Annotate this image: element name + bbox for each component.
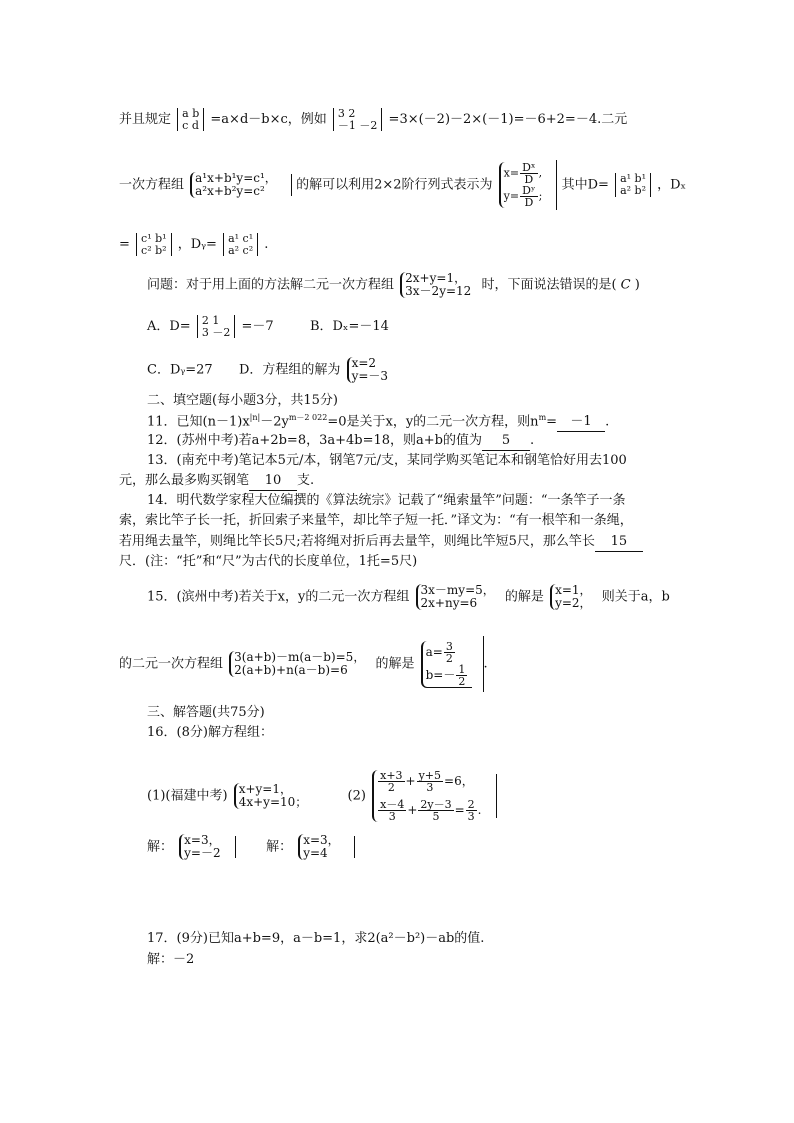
system-row: 3x－2y=12 xyxy=(405,284,472,299)
solution-label: 解： xyxy=(266,839,293,855)
system-row: x=3， xyxy=(303,833,340,847)
system-row: x=1， xyxy=(555,583,592,597)
determinant-solution xyxy=(499,162,547,208)
denominator: 2 xyxy=(387,781,395,794)
option-a: A．D= xyxy=(147,319,191,335)
det-row: a b xyxy=(182,107,200,120)
equation-system-fractions xyxy=(372,770,485,822)
det-row: a² c² xyxy=(228,243,254,257)
q14-text: 若用绳去量竿，则绳比竿长5尺;若将绳对折后再去量竿，则绳比竿短5尺，那么竿长 xyxy=(119,534,595,549)
det-row: －1 －2 xyxy=(337,118,378,132)
q16-part-1-label: (1)(福建中考) xyxy=(147,788,228,804)
q11-sup: m xyxy=(538,413,547,422)
det-row: c d xyxy=(182,118,199,132)
intro-line-3 xyxy=(119,233,268,256)
q12-answer: 5 xyxy=(482,433,530,451)
question-13-line-1: 13．(南充中考)笔记本5元/本，钢笔7元/支，某同学购买笔记本和钢笔恰好用去100 xyxy=(147,453,627,468)
det-row: a² b² xyxy=(620,184,646,197)
fraction xyxy=(456,664,467,687)
plus-sign: + xyxy=(407,803,418,817)
question-text: 时，下面说法错误的是( xyxy=(481,277,617,293)
equation-system xyxy=(416,584,499,610)
q13-text: 支. xyxy=(297,473,315,488)
intro-text: ，Dᵧ= xyxy=(177,237,217,253)
equation-system-generic xyxy=(190,172,281,198)
q11-text: =0是关于x，y的二元一次方程，则n xyxy=(327,414,539,430)
q11-text: = xyxy=(546,414,558,430)
q15-answer xyxy=(421,641,473,688)
option-d: D．方程组的解为 xyxy=(238,362,341,378)
question-14-line-1: 14．明代数学家程大位编撰的《算法统宗》记载了“绳索量竿”问题：“一条竿子一条 xyxy=(147,493,626,508)
equation-system xyxy=(347,357,392,383)
system-close-bar xyxy=(235,836,236,858)
question-17-solution: 解：－2 xyxy=(147,952,195,967)
system-row: a²x+b²y=c² xyxy=(195,184,265,198)
denominator: 5 xyxy=(432,810,440,823)
system-row: 2x+ny=6 xyxy=(420,596,478,611)
system-row: y= $\frac{\text{Dʸ}}{D}$ ; xyxy=(503,184,543,209)
solution-system xyxy=(550,584,595,610)
denominator: 3 xyxy=(426,781,434,794)
fraction xyxy=(466,799,477,822)
question-14-line-2: 索，索比竿子长一托，折回索子来量竿，却比竿子短一托．”译文为：“有一根竿和一条绳， xyxy=(119,513,633,528)
system-close-bar xyxy=(496,774,497,818)
numerator: x－4 xyxy=(380,798,405,811)
system-row xyxy=(377,770,481,793)
fraction xyxy=(378,770,404,793)
determinant-option-a xyxy=(197,315,236,338)
intro-text: = xyxy=(119,237,130,253)
question-14-line-4: 尺．(注：“托”和“尺”为古代的长度单位，1托=5尺) xyxy=(119,554,418,569)
fraction xyxy=(418,799,453,822)
q11-text: －2y xyxy=(260,414,289,430)
equals-sign: = xyxy=(454,803,465,817)
system-close-bar xyxy=(556,160,557,210)
system-row: 3x－my=5， xyxy=(420,583,495,597)
q11-answer: －1 xyxy=(557,414,605,432)
system-row: 2x+y=1， xyxy=(405,271,467,285)
system-close-bar xyxy=(354,836,355,858)
option-a-value: =－7 xyxy=(241,319,274,335)
det-row: 3 －2 xyxy=(201,325,231,339)
equation-system xyxy=(400,272,475,298)
q16-part-2-label: (2) xyxy=(347,788,366,804)
fraction xyxy=(444,641,455,664)
sol-label: x= xyxy=(503,166,520,180)
ans-label: a= xyxy=(425,644,443,659)
intro-text: 的解可以利用2×2阶行列式表示为 xyxy=(296,177,493,193)
det-row: 3 2 xyxy=(337,107,356,120)
denominator: 2 xyxy=(458,674,466,688)
numerator: Dˣ xyxy=(522,161,536,174)
question-15-line-2 xyxy=(119,636,488,692)
q15-text: 15．(滨州中考)若关于x，y的二元一次方程组 xyxy=(147,589,410,605)
q15-text: 的二元一次方程组 xyxy=(119,656,224,672)
question-16-parts xyxy=(147,770,497,822)
numerator: 2 xyxy=(467,798,475,811)
denominator: 3 xyxy=(467,810,475,823)
solution-label: 解： xyxy=(147,839,174,855)
det-row: c² b² xyxy=(141,243,167,257)
system-row: 2(a+b)+n(a－b)=6 xyxy=(234,663,348,677)
system-row: x= $\frac{\text{Dˣ}}{D}$ , xyxy=(503,161,543,186)
q15-text: 的解是 xyxy=(504,589,544,605)
option-c: C．Dᵧ=27 xyxy=(147,362,213,378)
section-3-heading: 三、解答题(共75分) xyxy=(147,705,265,720)
sol-label: y= xyxy=(503,189,520,203)
q15-text: . xyxy=(483,656,488,672)
section-2-heading: 二、填空题(每小题3分，共15分) xyxy=(147,393,338,408)
system-close-bar xyxy=(291,174,292,196)
q14-answer: 15 xyxy=(595,534,643,552)
equation-system xyxy=(229,651,369,677)
question-14-line-3 xyxy=(119,534,643,552)
numerator: Dʸ xyxy=(522,184,536,197)
q12-text: 12．(苏州中考)若a+2b=8，3a+4b=18，则a+b的值为 xyxy=(147,433,482,448)
system-row xyxy=(377,799,481,822)
question-17-title: 17．(9分)已知a+b=9，a－b=1，求2(a²－b²)－ab的值. xyxy=(147,931,485,946)
determinant-Dx xyxy=(136,233,172,256)
question-text: 问题：对于用上面的方法解二元一次方程组 xyxy=(147,277,395,293)
equals-value: =6， xyxy=(444,774,474,788)
fraction xyxy=(378,799,406,822)
solution-system xyxy=(179,834,224,860)
system-row: y=－2 xyxy=(184,846,221,861)
intro-text: 一次方程组 xyxy=(119,177,185,193)
question-line xyxy=(147,272,640,298)
question-text: ) xyxy=(634,277,640,293)
system-row: x=2 xyxy=(351,356,377,370)
system-row: 4x+y=10； xyxy=(238,795,308,809)
determinant-example xyxy=(333,108,383,131)
fraction xyxy=(520,185,537,208)
fraction xyxy=(520,162,537,185)
determinant-D xyxy=(615,173,651,196)
determinant-Dy xyxy=(223,233,258,256)
solution-system xyxy=(298,834,343,860)
answer-letter: C xyxy=(620,277,631,293)
intro-line-2 xyxy=(119,160,686,210)
intro-text: 并且规定 xyxy=(119,112,172,128)
plus-sign: + xyxy=(405,774,416,788)
system-row: a¹x+b¹y=c¹， xyxy=(195,170,277,185)
q11-text: . xyxy=(605,414,610,430)
q11-text: 11．已知(n－1)x xyxy=(147,414,250,430)
intro-text: ，Dₓ xyxy=(657,177,687,193)
question-13-line-2 xyxy=(119,473,314,491)
det-row: a¹ c¹ xyxy=(228,232,254,245)
q15-text: 则关于a，b xyxy=(601,589,670,605)
intro-text: =a×d－b×c，例如 xyxy=(210,112,327,128)
system-row: x=3， xyxy=(184,833,221,847)
q11-sup: |n| xyxy=(249,413,261,422)
system-row: y=－3 xyxy=(351,369,389,384)
period: . xyxy=(477,803,482,817)
options-line-cd xyxy=(147,357,394,383)
numerator: 3 xyxy=(445,639,453,653)
q13-answer: 10 xyxy=(249,473,297,491)
system-row: y=4 xyxy=(303,846,328,861)
question-15-line-1 xyxy=(147,584,670,610)
question-16-solutions xyxy=(147,834,355,860)
q12-text: . xyxy=(530,433,535,448)
q15-text: 的解是 xyxy=(375,656,415,672)
question-16-title: 16．(8分)解方程组： xyxy=(147,725,273,740)
denominator: D xyxy=(524,173,534,186)
numerator: 1 xyxy=(458,662,466,676)
system-row xyxy=(426,664,469,687)
q11-sup: m－2 022 xyxy=(288,413,328,422)
question-12 xyxy=(147,433,534,451)
system-row: x+y=1， xyxy=(238,781,292,796)
det-row: a¹ b¹ xyxy=(620,172,646,186)
system-row: 3(a+b)－m(a－b)=5， xyxy=(234,649,366,664)
det-row: c¹ b¹ xyxy=(141,232,167,245)
q13-text: 元，那么最多购买钢笔 xyxy=(119,473,250,488)
option-b: B．Dₓ=－14 xyxy=(309,319,389,335)
denominator: 2 xyxy=(445,651,453,665)
numerator: x+3 xyxy=(380,769,403,782)
system-row: y=2， xyxy=(555,596,592,611)
det-row: 2 1 xyxy=(201,314,220,327)
question-11 xyxy=(147,413,609,432)
intro-text: . xyxy=(264,237,269,253)
determinant-generic xyxy=(177,108,204,131)
intro-text: 其中D= xyxy=(561,177,609,193)
numerator: y+5 xyxy=(418,769,442,782)
options-line-ab xyxy=(147,315,389,338)
intro-text: =3×(－2)－2×(－1)=－6+2=－4.二元 xyxy=(388,112,628,128)
denominator: 3 xyxy=(388,810,396,823)
ans-label: b=－ xyxy=(425,667,456,682)
system-row xyxy=(426,641,469,664)
intro-line-1 xyxy=(119,108,627,131)
fraction xyxy=(417,770,443,793)
equation-system xyxy=(234,783,312,809)
numerator: 2y－3 xyxy=(420,798,452,811)
denominator: D xyxy=(524,196,534,209)
